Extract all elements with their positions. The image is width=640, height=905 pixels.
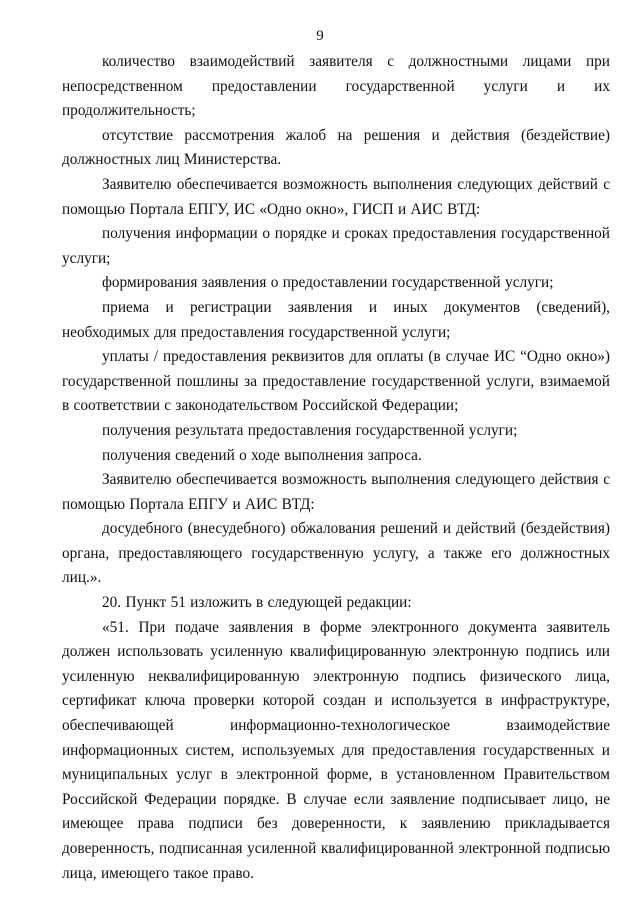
paragraph-12: 20. Пункт 51 изложить в следующей редакции: [102,594,412,612]
document-body [62,50,610,886]
paragraph-9: получения сведений о ходе выполнения запроса. [102,446,422,464]
paragraph-10: Заявителю обеспечивается возможность выполнения следующего действия с помощью Портала ЕПГУ и АИС ВТД: [62,471,610,513]
paragraph-8: получения результата предоставления государственной услуги; [102,421,518,439]
paragraph-6: приема и регистрации заявления и иных документов (сведений), необходимых для предоставления государственной услуги; [62,298,610,341]
paragraph-7: уплаты / предоставления реквизитов для оплаты (в случае ИС “Одно окно») государственной пошлины за предоставление государственной услуги, взимаемой в соответствии с законодательством Российской Федерации; [62,348,610,415]
paragraph-5: формирования заявления о предоставлении государственной услуги; [102,274,554,292]
paragraph-2: отсутствие рассмотрения жалоб на решения и действия (бездействие) должностных лиц Министерства. [62,126,610,169]
paragraph-13: «51. При подаче заявления в форме электронного документа заявитель должен использовать усиленную квалифицированную электронную подпись или усиленную неквалифицированную электронную подпись физического лица, сертификат ключа проверки которой создан и используется в инфраструктуре, обеспечивающей информационно-технологическое взаимодействие информационных систем, используемых для предоставления государственных и муниципальных услуг в электронной форме, в установленном Правительством Российской Федерации порядке. В случае если заявление подписывает лицо, не имеющее права подписи без доверенности, к заявлению прикладывается доверенность, подписанная усиленной квалифицированной электронной подписью лица, имеющего такое право. [62,618,610,882]
paragraph-3: Заявителю обеспечивается возможность выполнения следующих действий с помощью Портала ЕПГУ, ИС «Одно окно», ГИСП и АИС ВТД: [62,175,610,218]
page-number: 9 [316,28,324,44]
paragraph-4: получения информации о порядке и сроках предоставления государственной услуги; [62,225,610,267]
paragraph-1: количество взаимодействий заявителя с должностными лицами при непосредственном предоставлении государственной услуги и их продолжительность; [62,53,610,120]
paragraph-11: досудебного (внесудебного) обжалования решений и действий (бездействия) органа, предоставляющего государственную услугу, а также его должностных лиц.». [62,520,610,587]
